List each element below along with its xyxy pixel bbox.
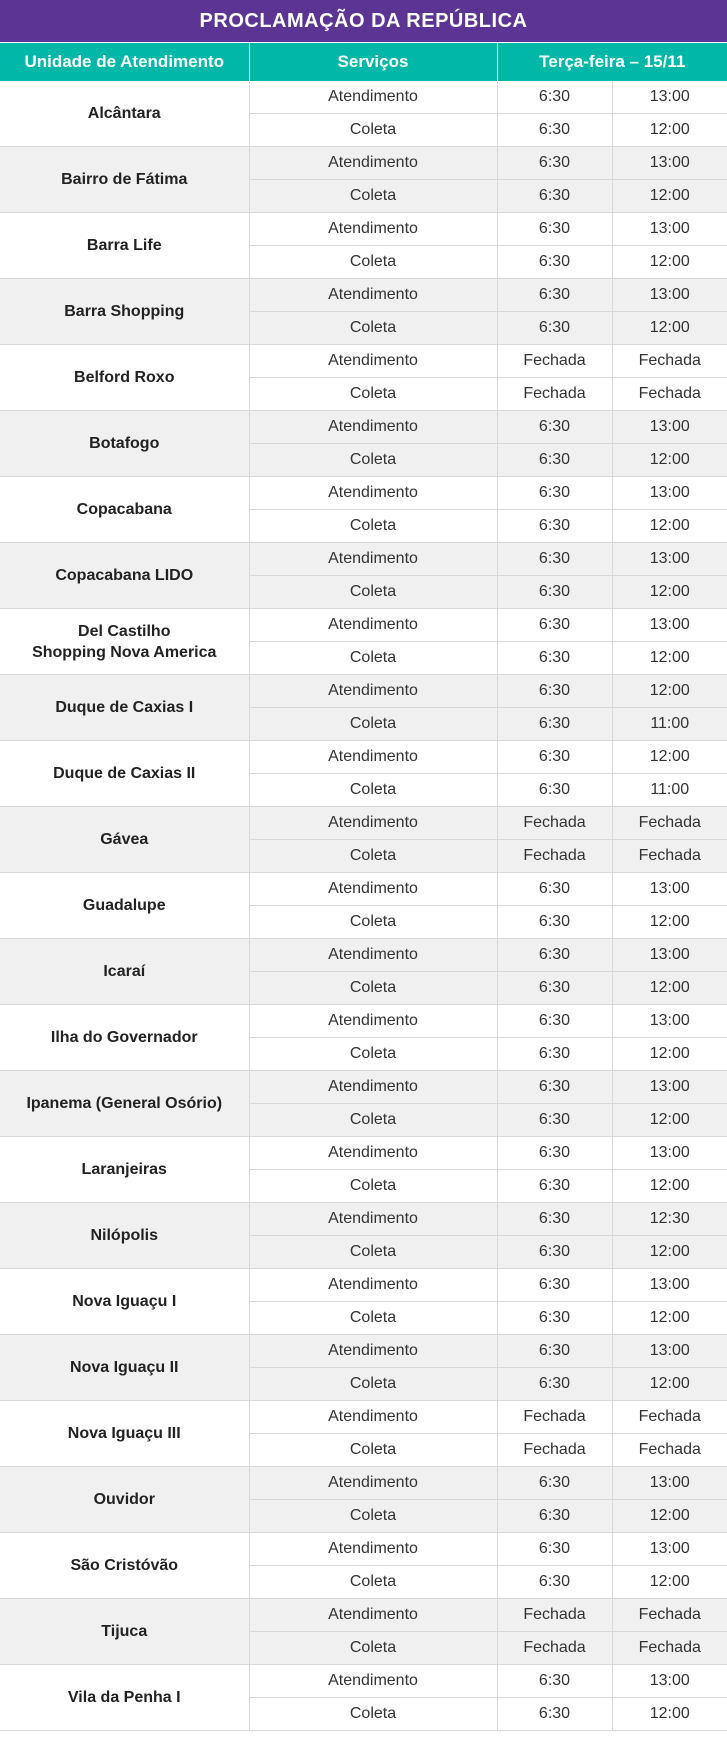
service-cell: Atendimento: [249, 147, 497, 180]
unit-name: Nilópolis: [0, 1203, 249, 1269]
close-time-cell: 11:00: [612, 774, 727, 807]
close-time-cell: 12:00: [612, 180, 727, 213]
service-cell: Atendimento: [249, 1203, 497, 1236]
close-time-cell: 13:00: [612, 1533, 727, 1566]
close-time-cell: 12:00: [612, 1236, 727, 1269]
open-time-cell: 6:30: [497, 609, 612, 642]
open-time-cell: Fechada: [497, 1401, 612, 1434]
table-row: [0, 1269, 727, 1302]
unit-name: Tijuca: [0, 1599, 249, 1665]
service-cell: Coleta: [249, 1566, 497, 1599]
open-time-cell: Fechada: [497, 840, 612, 873]
unit-name: Botafogo: [0, 411, 249, 477]
unit-name: Barra Life: [0, 213, 249, 279]
close-time-cell: 12:00: [612, 675, 727, 708]
unit-name: Gávea: [0, 807, 249, 873]
service-cell: Atendimento: [249, 1401, 497, 1434]
close-time-cell: 13:00: [612, 411, 727, 444]
open-time-cell: 6:30: [497, 576, 612, 609]
service-cell: Coleta: [249, 1104, 497, 1137]
open-time-cell: 6:30: [497, 1170, 612, 1203]
table-row: [0, 741, 727, 774]
close-time-cell: 12:00: [612, 444, 727, 477]
service-cell: Atendimento: [249, 1071, 497, 1104]
table-row: [0, 345, 727, 378]
table-row: [0, 1467, 727, 1500]
open-time-cell: 6:30: [497, 81, 612, 114]
service-cell: Atendimento: [249, 1665, 497, 1698]
header-row: [0, 43, 727, 81]
close-time-cell: 12:00: [612, 246, 727, 279]
table-row: [0, 873, 727, 906]
open-time-cell: Fechada: [497, 1632, 612, 1665]
open-time-cell: Fechada: [497, 807, 612, 840]
unit-name: Nova Iguaçu III: [0, 1401, 249, 1467]
close-time-cell: 12:30: [612, 1203, 727, 1236]
close-time-cell: 13:00: [612, 1269, 727, 1302]
service-cell: Coleta: [249, 246, 497, 279]
service-cell: Coleta: [249, 774, 497, 807]
service-cell: Coleta: [249, 312, 497, 345]
schedule-table: [0, 43, 727, 1731]
service-cell: Coleta: [249, 1236, 497, 1269]
open-time-cell: 6:30: [497, 675, 612, 708]
unit-name: Ilha do Governador: [0, 1005, 249, 1071]
close-time-cell: 12:00: [612, 906, 727, 939]
open-time-cell: Fechada: [497, 345, 612, 378]
close-time-cell: Fechada: [612, 1401, 727, 1434]
table-row: [0, 1401, 727, 1434]
close-time-cell: 13:00: [612, 477, 727, 510]
service-cell: Atendimento: [249, 939, 497, 972]
close-time-cell: 12:00: [612, 1566, 727, 1599]
open-time-cell: 6:30: [497, 1467, 612, 1500]
service-cell: Coleta: [249, 1302, 497, 1335]
open-time-cell: 6:30: [497, 312, 612, 345]
close-time-cell: 13:00: [612, 609, 727, 642]
service-cell: Coleta: [249, 972, 497, 1005]
close-time-cell: Fechada: [612, 345, 727, 378]
service-cell: Atendimento: [249, 411, 497, 444]
table-row: [0, 609, 727, 642]
service-cell: Atendimento: [249, 609, 497, 642]
close-time-cell: 13:00: [612, 1467, 727, 1500]
open-time-cell: 6:30: [497, 774, 612, 807]
open-time-cell: 6:30: [497, 906, 612, 939]
open-time-cell: 6:30: [497, 543, 612, 576]
close-time-cell: Fechada: [612, 807, 727, 840]
open-time-cell: 6:30: [497, 1104, 612, 1137]
open-time-cell: 6:30: [497, 1698, 612, 1731]
service-cell: Coleta: [249, 1368, 497, 1401]
service-cell: Coleta: [249, 444, 497, 477]
service-cell: Atendimento: [249, 675, 497, 708]
open-time-cell: Fechada: [497, 1599, 612, 1632]
open-time-cell: 6:30: [497, 1665, 612, 1698]
close-time-cell: 12:00: [612, 1368, 727, 1401]
unit-name: Copacabana: [0, 477, 249, 543]
open-time-cell: 6:30: [497, 444, 612, 477]
unit-name: Del Castilho Shopping Nova America: [0, 609, 249, 675]
close-time-cell: 11:00: [612, 708, 727, 741]
service-cell: Coleta: [249, 840, 497, 873]
open-time-cell: 6:30: [497, 1500, 612, 1533]
service-cell: Coleta: [249, 576, 497, 609]
close-time-cell: 13:00: [612, 81, 727, 114]
table-row: [0, 1203, 727, 1236]
service-cell: Atendimento: [249, 1467, 497, 1500]
table-row: [0, 411, 727, 444]
open-time-cell: 6:30: [497, 477, 612, 510]
service-cell: Atendimento: [249, 807, 497, 840]
table-row: [0, 1665, 727, 1698]
open-time-cell: 6:30: [497, 213, 612, 246]
close-time-cell: 12:00: [612, 312, 727, 345]
open-time-cell: 6:30: [497, 873, 612, 906]
service-cell: Coleta: [249, 180, 497, 213]
service-cell: Atendimento: [249, 543, 497, 576]
unit-name: Nova Iguaçu II: [0, 1335, 249, 1401]
table-row: [0, 477, 727, 510]
table-row: [0, 1005, 727, 1038]
service-cell: Atendimento: [249, 741, 497, 774]
close-time-cell: Fechada: [612, 1632, 727, 1665]
unit-name: Nova Iguaçu I: [0, 1269, 249, 1335]
open-time-cell: 6:30: [497, 708, 612, 741]
unit-name: Belford Roxo: [0, 345, 249, 411]
service-cell: Coleta: [249, 1632, 497, 1665]
table-row: [0, 213, 727, 246]
close-time-cell: 13:00: [612, 1137, 727, 1170]
table-row: [0, 1071, 727, 1104]
unit-name: Duque de Caxias I: [0, 675, 249, 741]
close-time-cell: 13:00: [612, 939, 727, 972]
service-cell: Atendimento: [249, 345, 497, 378]
close-time-cell: 12:00: [612, 114, 727, 147]
unit-name: Icaraí: [0, 939, 249, 1005]
table-row: [0, 807, 727, 840]
close-time-cell: 12:00: [612, 1170, 727, 1203]
table-row: [0, 939, 727, 972]
open-time-cell: 6:30: [497, 741, 612, 774]
open-time-cell: 6:30: [497, 1335, 612, 1368]
open-time-cell: 6:30: [497, 1269, 612, 1302]
close-time-cell: 13:00: [612, 1005, 727, 1038]
open-time-cell: 6:30: [497, 939, 612, 972]
open-time-cell: 6:30: [497, 972, 612, 1005]
open-time-cell: 6:30: [497, 1005, 612, 1038]
close-time-cell: 13:00: [612, 147, 727, 180]
open-time-cell: 6:30: [497, 246, 612, 279]
close-time-cell: 12:00: [612, 642, 727, 675]
open-time-cell: 6:30: [497, 642, 612, 675]
open-time-cell: 6:30: [497, 1368, 612, 1401]
close-time-cell: 12:00: [612, 1038, 727, 1071]
service-cell: Atendimento: [249, 1005, 497, 1038]
service-cell: Coleta: [249, 378, 497, 411]
unit-name: Vila da Penha I: [0, 1665, 249, 1731]
service-cell: Coleta: [249, 114, 497, 147]
open-time-cell: 6:30: [497, 1071, 612, 1104]
close-time-cell: 13:00: [612, 279, 727, 312]
open-time-cell: 6:30: [497, 1533, 612, 1566]
service-cell: Coleta: [249, 708, 497, 741]
service-cell: Coleta: [249, 1500, 497, 1533]
service-cell: Atendimento: [249, 1137, 497, 1170]
unit-name: Barra Shopping: [0, 279, 249, 345]
table-row: [0, 81, 727, 114]
service-cell: Atendimento: [249, 81, 497, 114]
table-row: [0, 1599, 727, 1632]
service-cell: Coleta: [249, 642, 497, 675]
close-time-cell: 12:00: [612, 741, 727, 774]
close-time-cell: 12:00: [612, 1500, 727, 1533]
service-cell: Coleta: [249, 1170, 497, 1203]
service-cell: Atendimento: [249, 1335, 497, 1368]
header-unit: Unidade de Atendimento: [0, 43, 249, 81]
close-time-cell: 12:00: [612, 1302, 727, 1335]
table-row: [0, 279, 727, 312]
header-date: Terça-feira – 15/11: [497, 43, 727, 81]
close-time-cell: Fechada: [612, 1599, 727, 1632]
service-cell: Coleta: [249, 906, 497, 939]
close-time-cell: Fechada: [612, 1434, 727, 1467]
unit-name: São Cristóvão: [0, 1533, 249, 1599]
close-time-cell: Fechada: [612, 840, 727, 873]
open-time-cell: 6:30: [497, 1038, 612, 1071]
table-row: [0, 1335, 727, 1368]
header-service: Serviços: [249, 43, 497, 81]
close-time-cell: 13:00: [612, 543, 727, 576]
service-cell: Coleta: [249, 1038, 497, 1071]
table-row: [0, 543, 727, 576]
service-cell: Atendimento: [249, 213, 497, 246]
open-time-cell: 6:30: [497, 147, 612, 180]
service-cell: Coleta: [249, 1434, 497, 1467]
service-cell: Atendimento: [249, 873, 497, 906]
service-cell: Atendimento: [249, 477, 497, 510]
open-time-cell: Fechada: [497, 378, 612, 411]
close-time-cell: 12:00: [612, 972, 727, 1005]
unit-name: Alcântara: [0, 81, 249, 147]
unit-name: Ipanema (General Osório): [0, 1071, 249, 1137]
unit-name: Duque de Caxias II: [0, 741, 249, 807]
table-row: [0, 147, 727, 180]
table-row: [0, 1533, 727, 1566]
close-time-cell: 12:00: [612, 1698, 727, 1731]
open-time-cell: 6:30: [497, 180, 612, 213]
open-time-cell: 6:30: [497, 1236, 612, 1269]
page-title: PROCLAMAÇÃO DA REPÚBLICA: [0, 0, 727, 43]
service-cell: Atendimento: [249, 1533, 497, 1566]
close-time-cell: 12:00: [612, 510, 727, 543]
close-time-cell: 13:00: [612, 873, 727, 906]
unit-name: Copacabana LIDO: [0, 543, 249, 609]
open-time-cell: 6:30: [497, 1137, 612, 1170]
close-time-cell: 13:00: [612, 1665, 727, 1698]
service-cell: Atendimento: [249, 1599, 497, 1632]
unit-name: Ouvidor: [0, 1467, 249, 1533]
open-time-cell: 6:30: [497, 510, 612, 543]
open-time-cell: 6:30: [497, 1302, 612, 1335]
open-time-cell: 6:30: [497, 411, 612, 444]
open-time-cell: 6:30: [497, 114, 612, 147]
close-time-cell: 12:00: [612, 576, 727, 609]
table-row: [0, 675, 727, 708]
open-time-cell: 6:30: [497, 279, 612, 312]
close-time-cell: 13:00: [612, 1335, 727, 1368]
table-row: [0, 1137, 727, 1170]
service-cell: Atendimento: [249, 279, 497, 312]
close-time-cell: Fechada: [612, 378, 727, 411]
close-time-cell: 12:00: [612, 1104, 727, 1137]
open-time-cell: 6:30: [497, 1203, 612, 1236]
service-cell: Coleta: [249, 510, 497, 543]
service-cell: Coleta: [249, 1698, 497, 1731]
unit-name: Laranjeiras: [0, 1137, 249, 1203]
service-cell: Atendimento: [249, 1269, 497, 1302]
unit-name: Bairro de Fátima: [0, 147, 249, 213]
open-time-cell: 6:30: [497, 1566, 612, 1599]
open-time-cell: Fechada: [497, 1434, 612, 1467]
unit-name: Guadalupe: [0, 873, 249, 939]
close-time-cell: 13:00: [612, 213, 727, 246]
close-time-cell: 13:00: [612, 1071, 727, 1104]
